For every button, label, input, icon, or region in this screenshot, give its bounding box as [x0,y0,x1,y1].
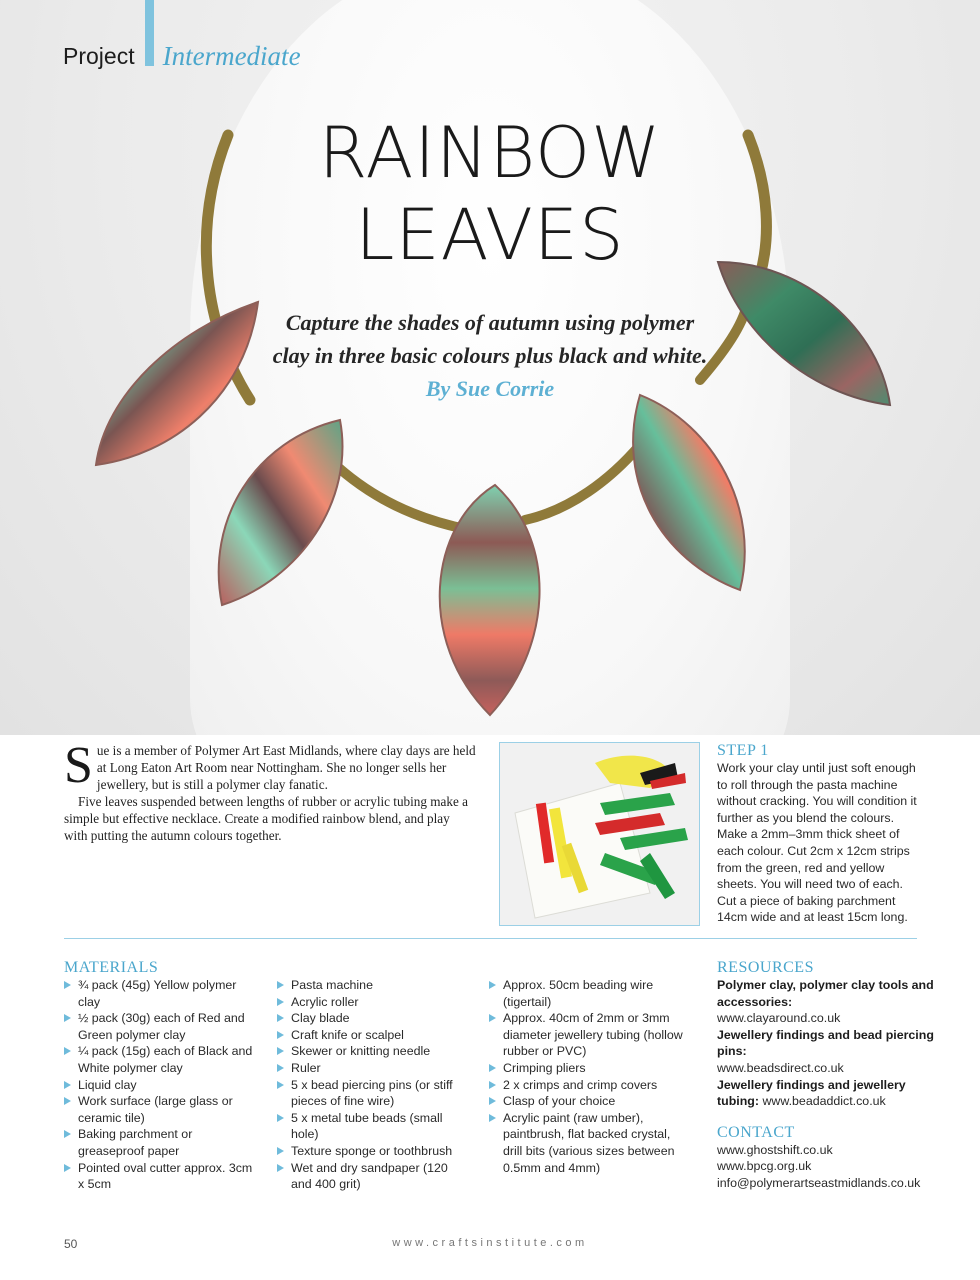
list-item: Wet and dry sandpaper (120 and 400 grit) [277,1160,467,1193]
list-item: Approx. 40cm of 2mm or 3mm diameter jewellery tubing (hollow rubber or PVC) [489,1010,689,1060]
leaf-2 [219,420,343,605]
resource-link[interactable]: www.beadsdirect.co.uk [717,1060,844,1075]
dropcap: S [64,737,93,794]
list-item: Pasta machine [277,977,467,994]
contact-link[interactable]: www.ghostshift.co.uk [717,1142,833,1157]
step-1 [717,742,917,926]
list-item: 5 x bead piercing pins (or stiff pieces of fine wire) [277,1077,467,1110]
list-item: Acrylic roller [277,994,467,1011]
resource-label: Polymer clay, polymer clay tools and accessories: [717,978,934,1009]
intro-text [64,737,476,844]
difficulty-level: Intermediate [162,40,301,71]
contact-heading: CONTACT [717,1123,795,1141]
materials-list-3 [489,977,689,1176]
step-1-text: Work your clay until just soft enough to roll through the pasta machine without cracking. You will condition it further as you blend the colours. Make a 2mm–3mm thick sheet of each colour. Cut 2cm x 12cm strips from the green, red and yellow sheets. You will need two of each. Cut a piece of baking parchment 14cm wide and at least 15cm long. [717,761,917,925]
list-item: Crimping pliers [489,1060,689,1077]
leaf-4 [633,395,745,590]
resource-link[interactable]: www.beadaddict.co.uk [762,1094,886,1109]
list-item: ½ pack (30g) each of Red and Green polymer clay [64,1010,260,1043]
materials-list-1 [64,977,260,1193]
author-byline: By Sue Corrie [425,376,555,401]
list-item: ¾ pack (45g) Yellow polymer clay [64,977,260,1010]
materials-heading: MATERIALS [64,959,159,976]
list-item: Clay blade [277,1010,467,1027]
list-item: ¼ pack (15g) each of Black and White polymer clay [64,1043,260,1076]
list-item: Texture sponge or toothbrush [277,1143,467,1160]
intro-paragraph-2: Five leaves suspended between lengths of rubber or acrylic tubing make a simple but effective necklace. Create a modified rainbow blend, and play with putting the autumn colours together. [64,794,469,843]
standfirst-text: Capture the shades of autumn using polymer clay in three basic colours plus black and white. [272,310,708,368]
project-tag [63,40,301,72]
list-item: Liquid clay [64,1077,260,1094]
resource-label: Jewellery findings and bead piercing pins: [717,1027,934,1059]
resources-heading: RESOURCES [717,959,814,976]
list-item: Clasp of your choice [489,1093,689,1110]
list-item: 2 x crimps and crimp covers [489,1077,689,1094]
list-item: Pointed oval cutter approx. 3cm x 5cm [64,1160,260,1193]
title-line-2: LEAVES [355,194,625,276]
contact-link[interactable]: www.bpcg.org.uk [717,1159,812,1174]
list-item: 5 x metal tube beads (small hole) [277,1110,467,1143]
step-1-photo [499,742,700,926]
article-standfirst [270,306,710,405]
contact-email[interactable]: info@polymerartseastmidlands.co.uk [717,1175,921,1190]
resource-label: Jewellery findings and jewellery tubing: [717,1077,906,1109]
project-label: Project [63,42,135,69]
resources-panel [717,959,937,1192]
footer-url: www.craftsinstitute.com [392,1237,588,1249]
intro-paragraph-1: Sue is a member of Polymer Art East Midlands, where clay days are held at Long Eaton Art Room near Nottingham. She no longer sells her jewellery, but is still a polymer clay fanatic. [64,737,476,794]
page-number: 50 [64,1237,78,1251]
list-item: Ruler [277,1060,467,1077]
materials-list-2 [277,977,467,1193]
list-item: Craft knife or scalpel [277,1027,467,1044]
list-item: Approx. 50cm beading wire (tigertail) [489,977,689,1010]
project-tag-bar [145,0,154,66]
step-1-heading: STEP 1 [717,742,769,759]
article-title [270,112,710,276]
list-item: Acrylic paint (raw umber), paintbrush, flat backed crystal, drill bits (various sizes between 0.5mm and 4mm) [489,1110,689,1176]
resource-link[interactable]: www.clayaround.co.uk [717,1011,841,1026]
title-line-1: RAINBOW [318,112,662,194]
leaf-5 [718,262,890,405]
list-item: Skewer or knitting needle [277,1043,467,1060]
section-divider [64,938,917,939]
leaf-1 [96,302,258,465]
list-item: Baking parchment or greaseproof paper [64,1126,260,1159]
list-item: Work surface (large glass or ceramic tile) [64,1093,260,1126]
